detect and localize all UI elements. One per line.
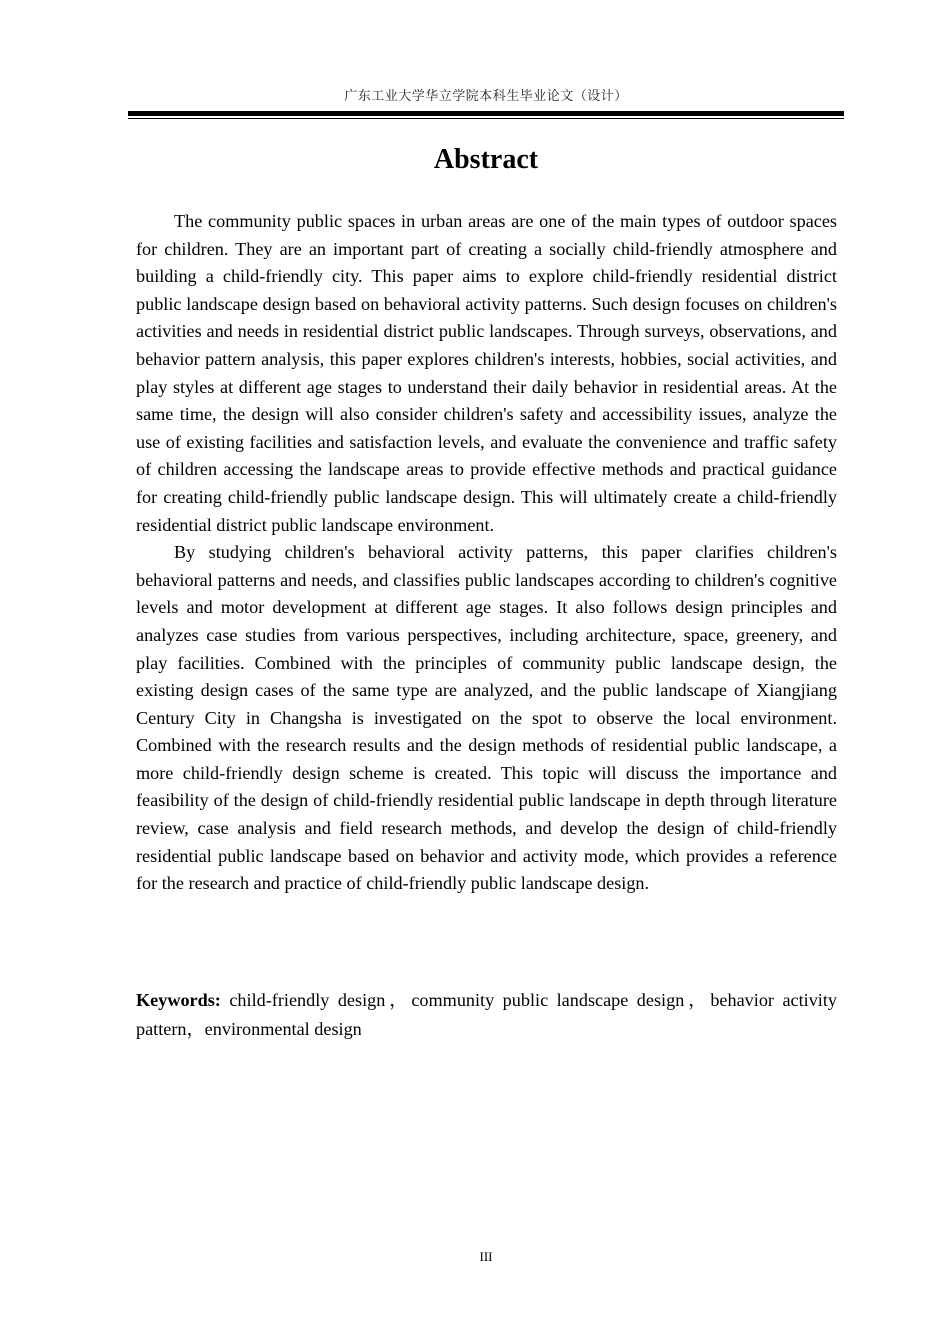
abstract-paragraph-1: The community public spaces in urban areas are one of the main types of outdoor spaces for children. They are an important part of creating a socially child-friendly atmosphere and building a child-friendly city. This paper aims to explore child-friendly residential district public landscape design based on behavioral activity patterns. Such design focuses on children's activities and needs in residential district public landscapes. Through surveys, observations, and behavior pattern analysis, this paper explores children's interests, hobbies, social activities, and play styles at different age stages to understand their daily behavior in residential areas. At the same time, the design will also consider children's safety and accessibility issues, analyze the use of existing facilities and satisfaction levels, and evaluate the convenience and traffic safety of children accessing the landscape areas to provide effective methods and practical guidance for creating child-friendly public landscape design. This will ultimately create a child-friendly residential district public landscape environment. [136,211,837,535]
keywords-label: Keywords: [136,990,221,1010]
abstract-title: Abstract [433,144,539,175]
header-rule-thin [128,118,844,119]
page-number: III [479,1249,493,1264]
header-rule-thick [128,111,844,116]
keywords-text: child-friendly design，community public landscape design，behavior activity pattern，environmental design [136,990,837,1039]
running-header: 广东工业大学华立学院本科生毕业论文（设计） [344,89,628,104]
abstract-paragraph-2: By studying children's behavioral activity patterns, this paper clarifies children's behavioral patterns and needs, and classifies public landscapes according to children's cognitive levels and motor development at different age stages. It also follows design principles and analyzes case studies from various perspectives, including architecture, space, greenery, and play facilities. Combined with the principles of community public landscape design, the existing design cases of the same type are analyzed, and the public landscape of Xiangjiang Century City in Changsha is investigated on the spot to observe the local environment. Combined with the research results and the design methods of residential public landscape, a more child-friendly design scheme is created. This topic will discuss the importance and feasibility of the design of child-friendly residential public landscape in depth through literature review, case analysis and field research methods, and develop the design of child-friendly residential public landscape based on behavior and activity mode, which provides a reference for the research and practice of child-friendly public landscape design. [136,542,837,894]
abstract-body [136,208,837,898]
keywords-line [136,986,837,1044]
